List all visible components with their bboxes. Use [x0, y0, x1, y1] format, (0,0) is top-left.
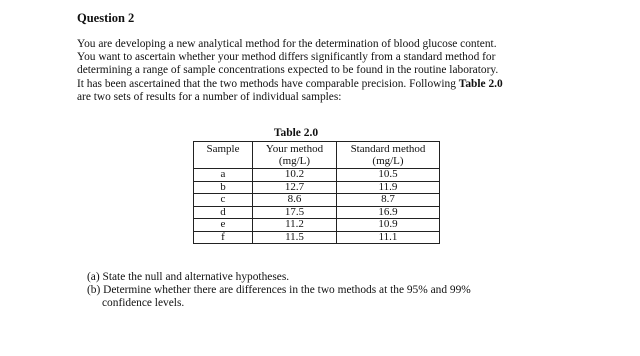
cell-your-method: 17.5	[253, 206, 337, 219]
cell-sample: b	[194, 181, 253, 194]
question-b: (b) Determine whether there are differences in the two methods at the 95% and 99%	[87, 284, 471, 296]
header-your-method-unit: (mg/L)	[278, 154, 311, 167]
cell-your-method: 10.2	[253, 169, 337, 182]
cell-your-method: 11.2	[253, 219, 337, 232]
intro-line: You are developing a new analytical method for the determination of blood glucose content.	[77, 38, 497, 50]
header-your-method	[253, 142, 337, 169]
intro-text: It has been ascertained that the two methods have comparable precision. Following	[77, 77, 459, 90]
intro-paragraph	[77, 38, 577, 104]
header-standard-method	[337, 142, 440, 169]
results-table	[193, 141, 440, 244]
intro-line: You want to ascertain whether your method differs significantly from a standard method for	[77, 51, 496, 64]
cell-standard-method: 10.5	[337, 169, 440, 182]
cell-standard-method: 11.1	[337, 231, 440, 244]
cell-standard-method: 11.9	[337, 181, 440, 194]
cell-your-method: 11.5	[253, 231, 337, 244]
cell-your-method: 8.6	[253, 194, 337, 207]
cell-standard-method: 16.9	[337, 206, 440, 219]
question-heading: Question 2	[77, 11, 135, 25]
table-reference: Table 2.0	[458, 77, 503, 90]
table-row	[194, 169, 440, 182]
table-header-row	[194, 142, 440, 169]
cell-standard-method: 8.7	[337, 194, 440, 207]
question-a: (a) State the null and alternative hypotheses.	[87, 271, 290, 283]
table-row	[194, 194, 440, 207]
cell-standard-method: 10.9	[337, 219, 440, 232]
header-sample: Sample	[194, 142, 253, 169]
intro-line: are two sets of results for a number of individual samples:	[77, 90, 342, 103]
cell-your-method: 12.7	[253, 181, 337, 194]
intro-line: determining a range of sample concentrations expected to be found in the routine laboratory.	[77, 64, 499, 77]
cell-sample: a	[194, 169, 253, 182]
question-b-continued: confidence levels.	[102, 297, 185, 309]
cell-sample: e	[194, 219, 253, 232]
table-row	[194, 219, 440, 232]
cell-sample: c	[194, 194, 253, 207]
table-row	[194, 231, 440, 244]
cell-sample: d	[194, 206, 253, 219]
cell-sample: f	[194, 231, 253, 244]
header-your-method-name: Your method	[265, 143, 324, 155]
sub-questions	[87, 271, 471, 310]
table-row	[194, 181, 440, 194]
table-row	[194, 206, 440, 219]
header-standard-method-name: Standard method	[350, 143, 426, 155]
table-title: Table 2.0	[273, 127, 319, 139]
header-standard-method-unit: (mg/L)	[372, 154, 404, 167]
intro-line	[77, 78, 577, 91]
